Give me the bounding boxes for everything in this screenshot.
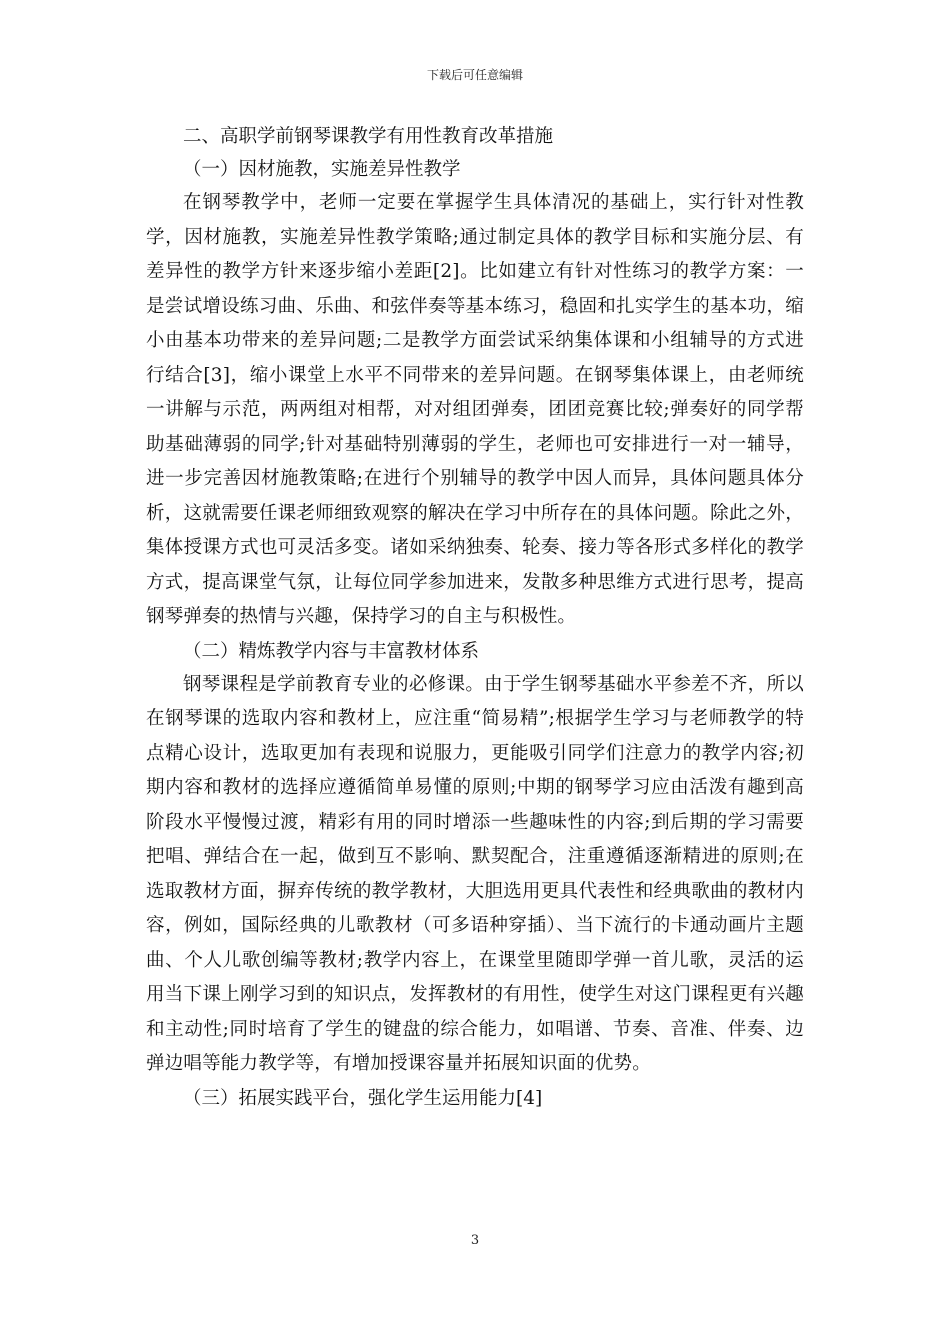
page-number: 3 [470,1233,480,1248]
section-heading: 二、高职学前钢琴课教学有用性教育改革措施 [183,126,554,147]
document-body [146,120,804,1115]
subsection-heading-1: （一）因材施教，实施差异性教学 [183,159,461,180]
subsection-heading-2: （二）精炼教学内容与丰富教材体系 [183,640,480,662]
paragraph-2: 钢琴课程是学前教育专业的必修课。由于学生钢琴基础水平参差不齐，所以在钢琴课的选取内容和教材上，应注重“简易精”;根据学生学习与老师教学的特点精心设计，选取更加有表现和说服力，更能吸引同学们注意力的教学内容;初期内容和教材的选择应遵循简单易懂的原则;中期的钢琴学习应由活泼有趣到高阶段水平慢慢过渡，精彩有用的同时增添一些趣味性的内容;到后期的学习需要把唱、弹结合在一起，做到互不影响、默契配合，注重遵循逐渐精进的原则;在选取教材方面，摒弃传统的教学教材，大胆选用更具代表性和经典歌曲的教材内容，例如，国际经典的儿歌教材（可多语种穿插）、当下流行的卡通动画片主题曲、个人儿歌创编等教材;教学内容上，在课堂里随即学弹一首儿歌，灵活的运用当下课上刚学习到的知识点，发挥教材的有用性，使学生对这门课程更有兴趣和主动性;同时培育了学生的键盘的综合能力，如唱谱、节奏、音准、伴奏、边弹边唱等能力教学等，有增加授课容量并拓展知识面的优势。 [146,673,804,1074]
paragraph-1: 在钢琴教学中，老师一定要在掌握学生具体清况的基础上，实行针对性教学，因材施教，实施差异性教学策略;通过制定具体的教学目标和实施分层、有差异性的教学方针来逐步缩小差距[2]。比如建立有针对性练习的教学方案：一是尝试增设练习曲、乐曲、和弦伴奏等基本练习，稳固和扎实学生的基本功，缩小由基本功带来的差异问题;二是教学方面尝试采纳集体课和小组辅导的方式进行结合[3]，缩小课堂上水平不同带来的差异问题。在钢琴集体课上，由老师统一讲解与示范，两两组对相帮，对对组团弹奏，团团竞赛比较;弹奏好的同学帮助基础薄弱的同学;针对基础特别薄弱的学生，老师也可安排进行一对一辅导，进一步完善因材施教策略;在进行个别辅导的教学中因人而异，具体问题具体分析，这就需要任课老师细致观察的解决在学习中所存在的具体问题。除此之外，集体授课方式也可灵活多变。诸如采纳独奏、轮奏、接力等各形式多样化的教学方式，提高课堂气氛，让每位同学参加进来，发散多种思维方式进行思考，提高钢琴弹奏的热情与兴趣，保持学习的自主与积极性。 [146,192,804,627]
page-header: 下载后可任意编辑 [426,68,523,82]
subsection-heading-3: （三）拓展实践平台，强化学生运用能力[4] [183,1087,543,1109]
